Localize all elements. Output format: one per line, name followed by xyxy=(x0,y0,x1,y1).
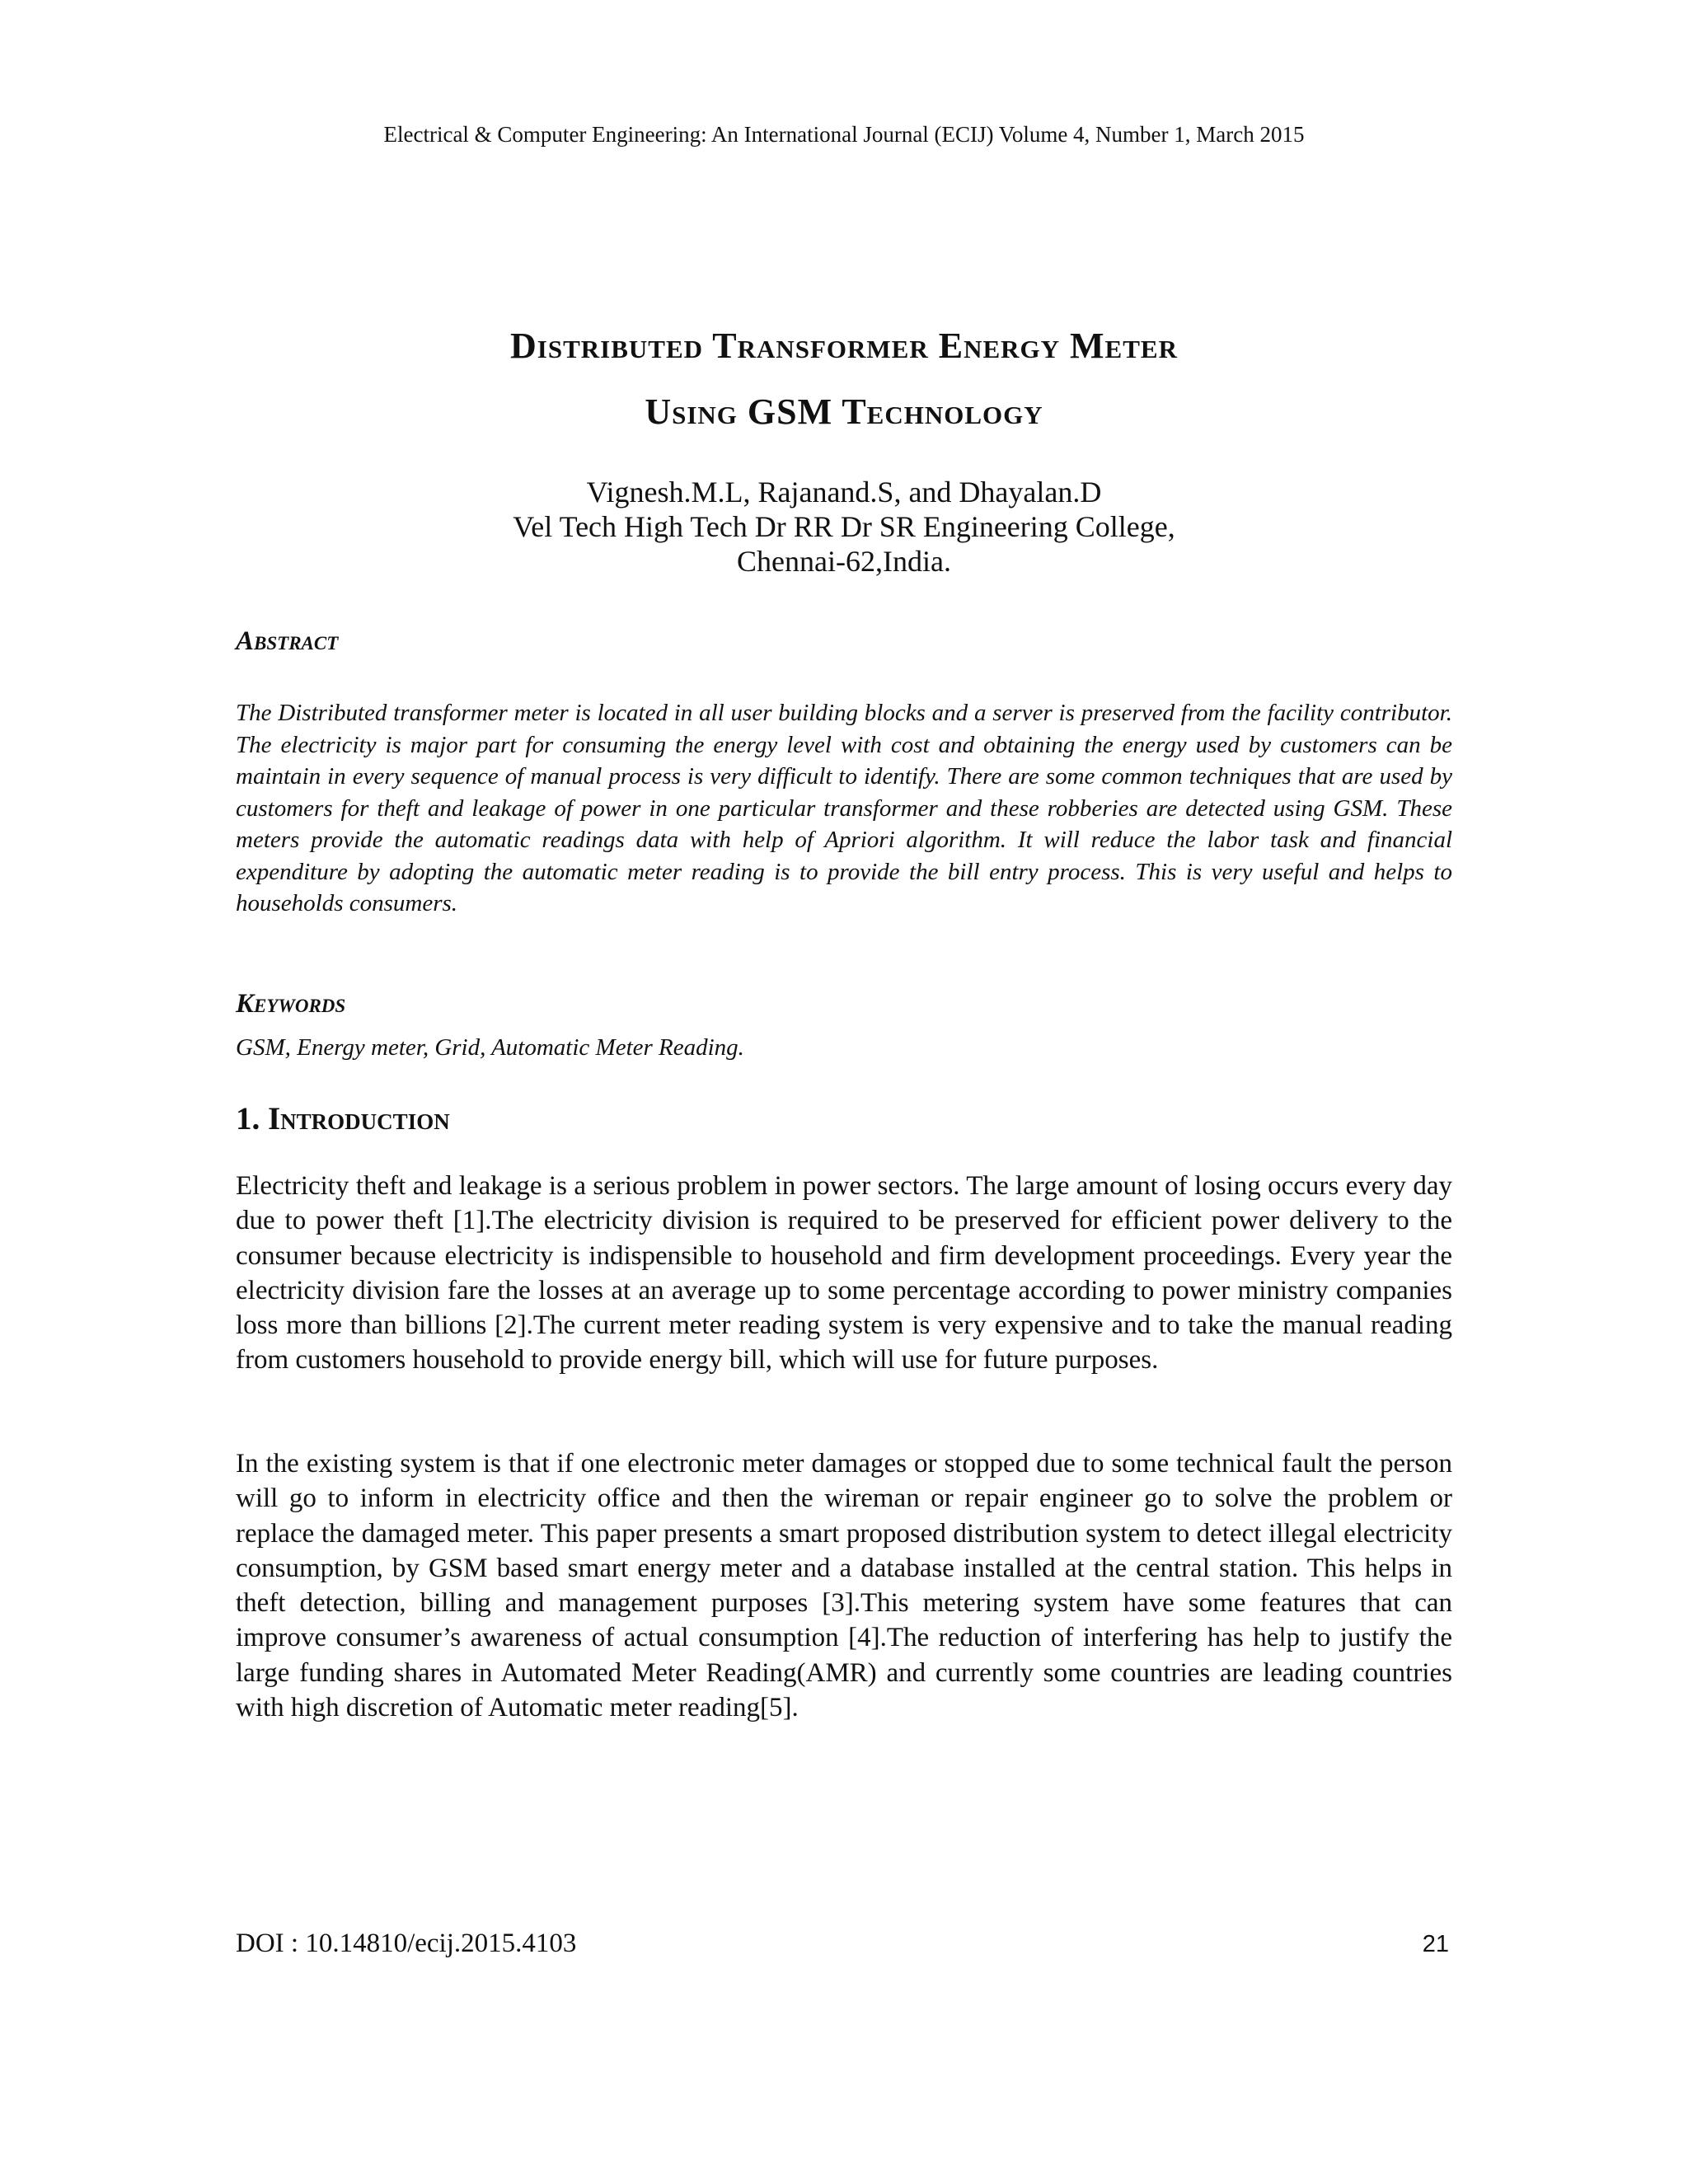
introduction-paragraph-2: In the existing system is that if one electronic meter damages or stopped due to some technical fault the person will go to inform in electricity office and then the wireman or repair engineer go to solve the problem or replace the damaged meter. This paper presents a smart proposed distribution system to detect illegal electricity consumption, by GSM based smart energy meter and a database installed at the central station. This helps in theft detection, billing and management purposes [3].This metering system have some features that can improve consumer’s awareness of actual consumption [4].The reduction of interfering has help to justify the large funding shares in Automated Meter Reading(AMR) and currently some countries are leading countries with high discretion of Automatic meter reading[5]. xyxy=(236,1449,1452,1723)
author-affiliation: Vel Tech High Tech Dr RR Dr SR Engineering College, xyxy=(513,510,1175,543)
doi-footer: DOI : 10.14810/ecij.2015.4103 xyxy=(236,1929,577,1958)
introduction-paragraph-1: Electricity theft and leakage is a serious problem in power sectors. The large amount of losing occurs every day due to power theft [1].The electricity division is required to be preserved for efficient power delivery to the consumer because electricity is indispensible to household and firm development proceedings. Every year the electricity division fare the losses at an average up to some percentage according to power ministry companies loss more than billions [2].The current meter reading system is very expensive and to take the manual reading from customers household to provide energy bill, which will use for future purposes. xyxy=(236,1171,1452,1376)
keywords-heading: Keywords xyxy=(236,989,346,1019)
author-names: Vignesh.M.L, Rajanand.S, and Dhayalan.D xyxy=(586,476,1102,509)
author-block xyxy=(0,475,1688,579)
abstract-heading: Abstract xyxy=(236,626,339,656)
author-location: Chennai-62,India. xyxy=(737,545,951,578)
page-number: 21 xyxy=(1422,1931,1449,1957)
title-line-1: Distributed Transformer Energy Meter xyxy=(510,326,1178,366)
keywords-text: GSM, Energy meter, Grid, Automatic Meter Reading. xyxy=(236,1034,744,1061)
abstract-text: The Distributed transformer meter is located in all user building blocks and a server is preserved from the facility contributor. The electricity is major part for consuming the energy level with cost and obtaining the energy used by customers can be maintain in every sequence of manual process is very difficult to identify. There are some common techniques that are used by customers for theft and leakage of power in one particular transformer and these robberies are detected using GSM. These meters provide the automatic readings data with help of Apriori algorithm. It will reduce the labor task and financial expenditure by adopting the automatic meter reading is to provide the bill entry process. This is very useful and helps to households consumers. xyxy=(236,700,1452,916)
running-header: Electrical & Computer Engineering: An International Journal (ECIJ) Volume 4, Number 1, March 2015 xyxy=(383,122,1305,147)
paper-title xyxy=(0,313,1688,445)
title-line-2: Using GSM Technology xyxy=(645,391,1043,432)
introduction-heading: 1. Introduction xyxy=(236,1101,450,1137)
